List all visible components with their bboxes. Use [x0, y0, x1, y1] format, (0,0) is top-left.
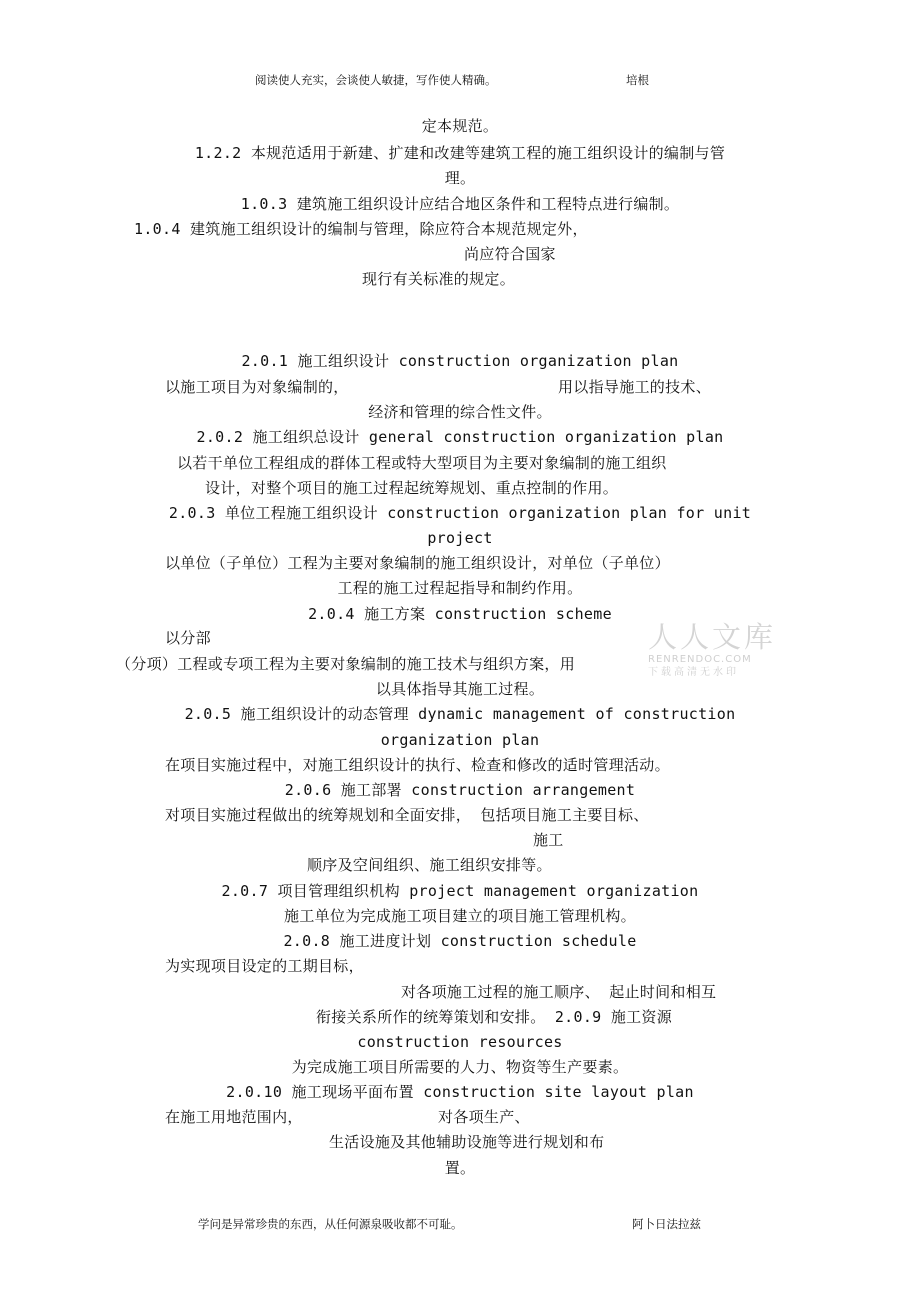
text-line: 对各项生产、 [438, 1108, 530, 1126]
footer-quote: 学问是异常珍贵的东西，从任何源泉吸收都不可耻。 [198, 1217, 463, 1231]
text-line: 以施工项目为对象编制的， [165, 378, 349, 396]
term-2-0-4: 2.0.4 施工方案 construction scheme [308, 605, 612, 623]
text-line: 对项目实施过程做出的统筹规划和全面安排， 包括项目施工主要目标、 [165, 806, 649, 824]
header-author: 培根 [626, 73, 649, 87]
term-2-0-3: 2.0.3 单位工程施工组织设计 construction organization plan for unit [168, 504, 752, 522]
clause-1-0-4: 1.0.4 建筑施工组织设计的编制与管理，除应符合本规范规定外， [134, 220, 588, 238]
watermark [648, 620, 778, 680]
text-line: 以单位（子单位）工程为主要对象编制的施工组织设计，对单位（子单位） [165, 554, 670, 572]
term-2-0-1: 2.0.1 施工组织设计 construction organization plan [241, 352, 679, 370]
text-line: 置。 [444, 1159, 476, 1177]
header-quote: 阅读使人充实，会谈使人敏捷，写作使人精确。 [255, 73, 497, 87]
term-2-0-5: 2.0.5 施工组织设计的动态管理 dynamic management of construction [184, 705, 736, 723]
text-line: 生活设施及其他辅助设施等进行规划和布 [329, 1133, 605, 1151]
clause-1-0-3: 1.0.3 建筑施工组织设计应结合地区条件和工程特点进行编制。 [240, 195, 680, 213]
text-line: 为完成施工项目所需要的人力、物资等生产要素。 [291, 1058, 629, 1076]
text-line: construction resources [357, 1033, 563, 1051]
text-line: 对各项施工过程的施工顺序、 起止时间和相互 [401, 983, 717, 1001]
text-line: 以具体指导其施工过程。 [375, 680, 545, 698]
term-2-0-7: 2.0.7 项目管理组织机构 project management organization [221, 882, 699, 900]
watermark-url: RENRENDOC.COM [648, 654, 752, 665]
text-line: organization plan [380, 731, 540, 749]
text-line: 理。 [444, 169, 476, 187]
watermark-subtitle: 下载高清无水印 [648, 667, 739, 678]
text-line: 在项目实施过程中，对施工组织设计的执行、检查和修改的适时管理活动。 [165, 756, 670, 774]
text-line: 用以指导施工的技术、 [558, 378, 712, 396]
text-line: 以分部 [165, 629, 211, 647]
term-2-0-10: 2.0.10 施工现场平面布置 construction site layout plan [226, 1083, 694, 1101]
text-line: project [427, 529, 493, 547]
text-line: 施工 [533, 831, 564, 849]
term-2-0-9: 衔接关系所作的统筹策划和安排。 2.0.9 施工资源 [316, 1008, 673, 1026]
text-line: 在施工用地范围内， [165, 1108, 303, 1126]
text-line: （分项）工程或专项工程为主要对象编制的施工技术与组织方案，用 [116, 655, 576, 673]
text-line: 工程的施工过程起指导和制约作用。 [337, 579, 583, 597]
text-line: 定本规范。 [421, 117, 499, 135]
text-line: 经济和管理的综合性文件。 [368, 403, 552, 421]
footer-author: 阿卜日法拉兹 [632, 1217, 701, 1231]
text-line: 现行有关标准的规定。 [362, 270, 516, 288]
text-line: 尚应符合国家 [464, 245, 556, 263]
term-2-0-8: 2.0.8 施工进度计划 construction schedule [283, 932, 637, 950]
text-line: 施工单位为完成施工项目建立的项目施工管理机构。 [284, 907, 636, 925]
text-line: 顺序及空间组织、施工组织安排等。 [307, 856, 552, 874]
text-line: 以若干单位工程组成的群体工程或特大型项目为主要对象编制的施工组织 [177, 454, 667, 472]
text-line: 为实现项目设定的工期目标， [165, 957, 364, 975]
watermark-logo-text: 人人文库 [648, 620, 777, 654]
text-line: 设计，对整个项目的施工过程起统筹规划、重点控制的作用。 [205, 479, 619, 497]
term-2-0-6: 2.0.6 施工部署 construction arrangement [284, 781, 636, 799]
clause-1-2-2: 1.2.2 本规范适用于新建、扩建和改建等建筑工程的施工组织设计的编制与管 [194, 144, 726, 162]
term-2-0-2: 2.0.2 施工组织总设计 general construction organization plan [196, 428, 724, 446]
